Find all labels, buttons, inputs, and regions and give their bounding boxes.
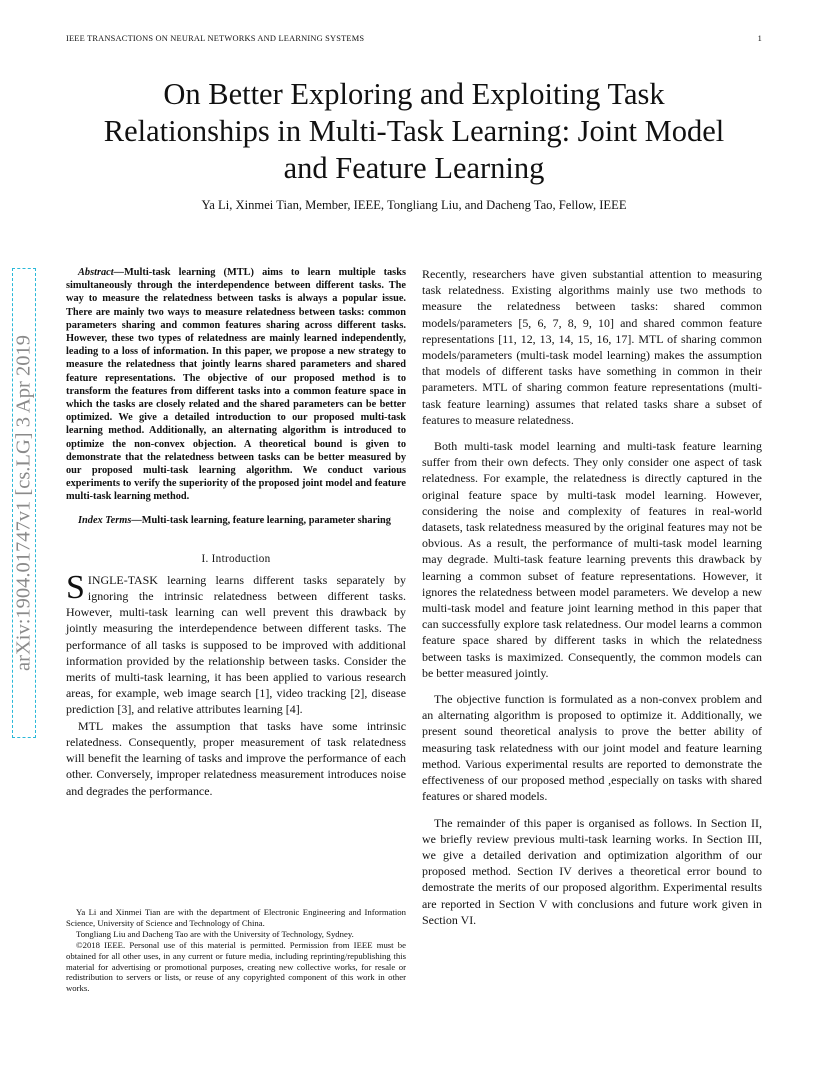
arxiv-stamp-text[interactable]: arXiv:1904.01747v1 [cs.LG] 3 Apr 2019 [12,335,35,671]
abstract [66,266,406,504]
left-column [66,266,406,799]
body-paragraph: MTL makes the assumption that tasks have some intrinsic relatedness. Consequently, proper measurement of task relatedness will benefit the learning of tasks and improve the performance of each other. Conversely, improper relatedness measurement introduces noise and degrades the performance. [66,718,406,798]
index-terms-text: —Multi-task learning, feature learning, parameter sharing [131,514,391,526]
paper-title [60,76,768,187]
drop-cap: S [66,568,85,606]
title-line: Relationships in Multi-Task Learning: Joint Model [103,114,725,148]
section-heading: I. Introduction [201,552,271,565]
footnote-copyright: ©2018 IEEE. Personal use of this material is permitted. Permission from IEEE must be obtained for all other uses, in any current or future media, including reprinting/republishing this material for advertising or promotional purposes, creating new collective works, for resale or redistribution to servers or lists, or reuse of any copyrighted component of this work in other works. [66,939,406,994]
body-paragraph: Recently, researchers have given substantial attention to measuring task relatedness. Existing algorithms mainly use two methods to measure the relatedness between tasks: shared common models/parameters [5, 6, 7, 8, 9, 10] and shared common feature representations [11, 12, 13, 14, 15, 16, 17]. MTL of sharing common models/parameters (multi-task model learning) makes the assumption that models of different tasks have something in common in their parameters. MTL of sharing common feature representations (multi-task feature learning) assumes that related tasks share a subset of features to measure relatedness. [422,267,762,427]
author-list: Ya Li, Xinmei Tian, Member, IEEE, Tongliang Liu, and Dacheng Tao, Fellow, IEEE [201,198,627,212]
abstract-label: Abstract [78,267,114,278]
title-line: and Feature Learning [283,151,545,185]
footnote-affiliation: Ya Li and Xinmei Tian are with the department of Electronic Engineering and Information Science, University of Science and Technology of China. [66,907,406,928]
index-terms [66,514,406,527]
body-paragraph: The objective function is formulated as a non-convex problem and an alternating algorithm is proposed to optimize it. Additionally, we present sound theoretical analysis to prove the better ability of measuring task relatedness with our joint model and feature learning method. Various experimental results are reported to demonstrate the effectiveness of our proposed method ,especially on tasks with shared features or shared models. [422,692,762,804]
body-paragraph: The remainder of this paper is organised as follows. In Section II, we briefly review previous multi-task learning works. In Section III, we give a detailed derivation and optimization algorithm of our proposed method. Section IV derives a theoretical error bound to demostrate the merits of our proposed algorithm. Experimental results are reported in Section V with conclusions and future work given in Section VI. [422,815,762,927]
footnote-affiliation: Tongliang Liu and Dacheng Tao are with the University of Technology, Sydney. [76,928,354,939]
intro-paragraph [66,568,406,718]
running-header [66,34,762,46]
footnotes [66,907,406,994]
abstract-text: —Multi-task learning (MTL) aims to learn multiple tasks simultaneously through the interdependence between different tasks. The way to measure the relatedness between tasks is always a popular issue. There are mainly two ways to measure relatedness between tasks: common parameters sharing and common features sharing across different tasks. However, these two types of relatedness are mainly learned independently, leading to a loss of information. In this paper, we propose a new strategy to measure the relatedness that jointly learns shared parameters and shared feature representations. The objective of our proposed method is to transform the features from different tasks into a common feature space in which the tasks are closely related and the shared parameters can be better optimized. We give a detailed introduction to our proposed multi-task learning method. Additionally, an alternating algorithm is introduced to optimize the non-convex objection. A theoretical bound is given to demonstrate that the relatedness between tasks can be better measured by our proposed multi-task learning algorithm. We conduct various experiments to verify the superiority of the proposed joint model and feature multi-task learning method. [66,267,406,503]
intro-text: INGLE-TASK learning learns different tasks separately by ignoring the intrinsic relatedness between different tasks. However, multi-task learning can well prevent this drawback by jointly measuring the interdependence between different tasks. The performance of all tasks is supposed to be improved with additional information provided by the relationship between tasks. Consider the merits of multi-task learning, it has been applied to various research areas, for example, web image search [1], video tracking [2], disease prediction [3], and relative attributes learning [4]. [66,572,406,717]
right-column [422,266,762,928]
index-terms-label: Index Terms [78,514,132,526]
body-paragraph: Both multi-task model learning and multi-task feature learning suffer from their own defects. They only consider one aspect of task relatedness. For example, the relatedness is directly captured in the original feature space by multi-task model learning. However, considering the noise and complexity of features in real-world datasets, task relatedness measured by the original features may not be obvious. As a result, the performance of multi-task model learning may degrade. Multi-task feature learning prevents this drawback by learning a common subset of feature representations. However, it ignores the relatedness between model parameters. We develop a new multi-task model and feature joint learning method in this paper that can successfully explore task relatedness. Our model learns a common feature space shared by different tasks in which the relatedness between tasks is maximized. Consequently, the common models can be better measured jointly. [422,439,762,680]
journal-name: IEEE TRANSACTIONS ON NEURAL NETWORKS AND LEARNING SYSTEMS [66,34,365,43]
title-line: On Better Exploring and Exploiting Task [163,77,665,111]
page-number: 1 [757,34,762,43]
arxiv-stamp[interactable] [4,268,44,738]
